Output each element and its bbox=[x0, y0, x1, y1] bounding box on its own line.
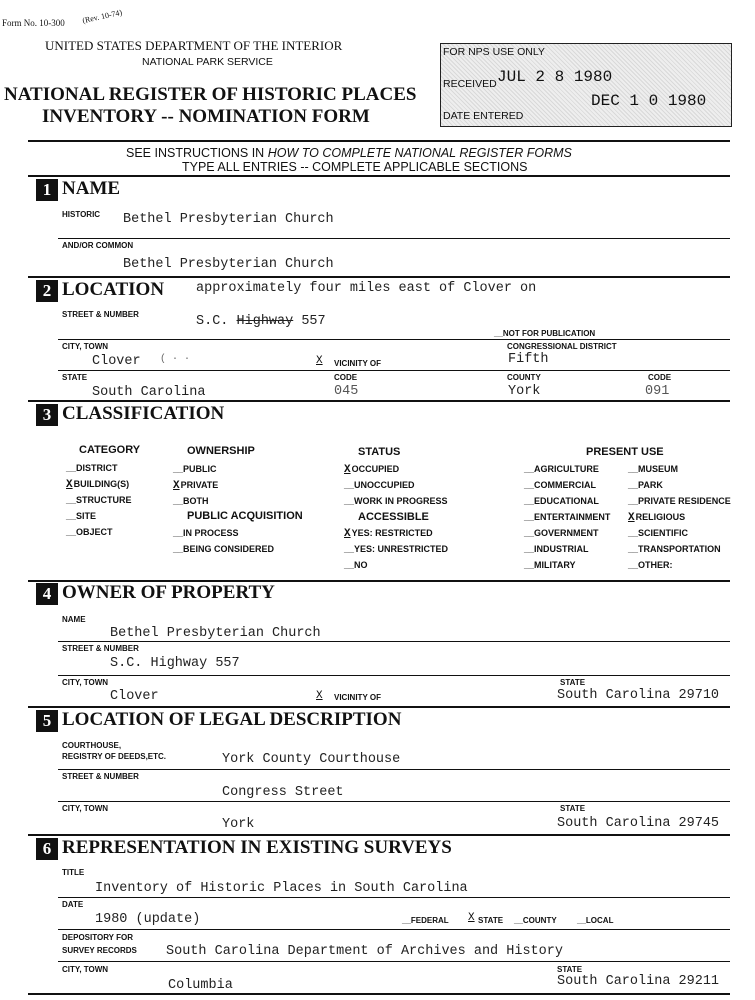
option-mark: __ bbox=[66, 463, 77, 473]
common-name: Bethel Presbyterian Church bbox=[123, 257, 334, 272]
option-label: TRANSPORTATION bbox=[638, 544, 721, 554]
not-for-publication: __NOT FOR PUBLICATION bbox=[494, 329, 596, 338]
classification-option bbox=[173, 544, 274, 554]
classification-option bbox=[66, 511, 96, 521]
field-rule bbox=[58, 961, 730, 962]
option-mark: __ bbox=[628, 480, 639, 490]
classification-option bbox=[524, 512, 610, 522]
form-revision: (Rev. 10-74) bbox=[81, 7, 123, 26]
option-label: SITE bbox=[76, 511, 97, 521]
courthouse-value: York County Courthouse bbox=[222, 752, 401, 767]
option-label: WORK IN PROGRESS bbox=[354, 496, 448, 506]
section-1-heading: 1 NAME bbox=[36, 178, 120, 201]
date-entered-stamp: DEC 1 0 1980 bbox=[591, 92, 707, 110]
legal-street-label: STREET & NUMBER bbox=[62, 772, 139, 781]
county-label: COUNTY bbox=[507, 373, 541, 382]
option-mark: __ bbox=[628, 464, 639, 474]
classification-option bbox=[628, 480, 663, 490]
vicinity-label: VICINITY OF bbox=[334, 359, 381, 368]
field-rule bbox=[58, 769, 730, 770]
classification-option bbox=[524, 464, 599, 474]
option-mark: __ bbox=[344, 560, 355, 570]
option-label: IN PROCESS bbox=[183, 528, 239, 538]
option-label: EDUCATIONAL bbox=[534, 496, 599, 506]
option-label: BUILDING(S) bbox=[73, 479, 130, 489]
classification-option bbox=[524, 496, 599, 506]
field-rule bbox=[58, 929, 730, 930]
state-value: South Carolina bbox=[92, 385, 206, 400]
historic-name: Bethel Presbyterian Church bbox=[123, 212, 334, 227]
accessible-heading: ACCESSIBLE bbox=[358, 511, 429, 523]
option-label: RELIGIOUS bbox=[635, 512, 686, 522]
historic-label: HISTORIC bbox=[62, 210, 101, 219]
federal-option: __FEDERAL bbox=[402, 916, 449, 925]
field-rule bbox=[58, 801, 730, 802]
legal-city-label: CITY, TOWN bbox=[62, 804, 109, 813]
option-mark: __ bbox=[524, 496, 535, 506]
option-mark: X bbox=[66, 479, 73, 491]
option-label: MILITARY bbox=[534, 560, 576, 570]
street-label: STREET & NUMBER bbox=[62, 310, 139, 319]
option-label: PRIVATE RESIDENCE bbox=[638, 496, 731, 506]
option-mark: __ bbox=[344, 496, 355, 506]
survey-date: 1980 (update) bbox=[95, 912, 201, 927]
option-mark: __ bbox=[524, 544, 535, 554]
survey-state-label: STATE bbox=[557, 965, 583, 974]
form-number: Form No. 10-300 bbox=[2, 18, 65, 28]
field-rule bbox=[58, 675, 730, 676]
depository-value: South Carolina Department of Archives and History bbox=[166, 944, 563, 959]
classification-option bbox=[66, 495, 132, 505]
option-mark: __ bbox=[524, 480, 535, 490]
option-label: PRIVATE bbox=[180, 480, 219, 490]
section-rule bbox=[28, 276, 730, 278]
county-option: __COUNTY bbox=[514, 916, 557, 925]
classification-option bbox=[344, 528, 433, 540]
section-3-heading: 3 CLASSIFICATION bbox=[36, 403, 224, 426]
option-mark: __ bbox=[173, 528, 184, 538]
state-option: STATE bbox=[478, 916, 504, 925]
option-mark: __ bbox=[173, 464, 184, 474]
classification-option bbox=[344, 496, 448, 506]
field-rule bbox=[58, 897, 730, 898]
option-mark: __ bbox=[628, 544, 639, 554]
owner-street: S.C. Highway 557 bbox=[110, 656, 240, 671]
code2-value: 091 bbox=[645, 384, 670, 399]
classification-option bbox=[628, 528, 688, 538]
code-label: CODE bbox=[334, 373, 358, 382]
survey-state: South Carolina 29211 bbox=[557, 974, 720, 989]
section-rule bbox=[28, 175, 730, 177]
owner-city: Clover bbox=[110, 689, 159, 704]
classification-option bbox=[524, 560, 576, 570]
option-mark: __ bbox=[344, 544, 355, 554]
option-label: MUSEUM bbox=[638, 464, 679, 474]
section-6-heading: 6 REPRESENTATION IN EXISTING SURVEYS bbox=[36, 837, 452, 860]
option-mark: __ bbox=[66, 511, 77, 521]
depository-label-1: DEPOSITORY FOR bbox=[62, 933, 133, 942]
bottom-rule bbox=[28, 993, 730, 995]
option-label: AGRICULTURE bbox=[534, 464, 599, 474]
option-mark: __ bbox=[66, 527, 77, 537]
owner-street-label: STREET & NUMBER bbox=[62, 644, 139, 653]
field-rule bbox=[58, 339, 730, 340]
city-value: Clover bbox=[92, 354, 141, 369]
section-rule bbox=[28, 834, 730, 836]
option-mark: __ bbox=[524, 512, 535, 522]
category-heading: CATEGORY bbox=[79, 444, 141, 456]
survey-city-label: CITY, TOWN bbox=[62, 965, 109, 974]
received-label: RECEIVED bbox=[443, 78, 497, 90]
city-label: CITY, TOWN bbox=[62, 342, 109, 351]
county-value: York bbox=[508, 384, 541, 399]
survey-title-label: TITLE bbox=[62, 868, 85, 877]
classification-option bbox=[344, 464, 399, 476]
option-mark: __ bbox=[628, 528, 639, 538]
option-label: NO bbox=[354, 560, 368, 570]
field-rule bbox=[58, 370, 730, 371]
form-title-line2: INVENTORY -- NOMINATION FORM bbox=[42, 106, 370, 127]
depository-label-2: SURVEY RECORDS bbox=[62, 946, 137, 955]
classification-option bbox=[66, 463, 118, 473]
classification-option bbox=[628, 560, 673, 570]
option-label: YES: RESTRICTED bbox=[351, 528, 433, 538]
common-label: AND/OR COMMON bbox=[62, 241, 134, 250]
option-label: SCIENTIFIC bbox=[638, 528, 689, 538]
local-option: __LOCAL bbox=[577, 916, 614, 925]
option-mark: X bbox=[344, 464, 351, 476]
option-label: OTHER: bbox=[638, 560, 673, 570]
classification-option bbox=[628, 496, 731, 506]
classification-option bbox=[628, 512, 685, 524]
survey-city: Columbia bbox=[168, 978, 233, 993]
option-label: UNOCCUPIED bbox=[354, 480, 415, 490]
classification-option bbox=[66, 479, 129, 491]
instructions-line1: SEE INSTRUCTIONS IN HOW TO COMPLETE NATIONAL REGISTER FORMS bbox=[126, 146, 572, 160]
owner-state-label: STATE bbox=[560, 678, 586, 687]
option-mark: __ bbox=[628, 496, 639, 506]
classification-option bbox=[173, 528, 239, 538]
classification-option bbox=[173, 464, 217, 474]
instructions-line2: TYPE ALL ENTRIES -- COMPLETE APPLICABLE SECTIONS bbox=[182, 160, 528, 174]
form-title-line1: NATIONAL REGISTER OF HISTORIC PLACES bbox=[4, 84, 417, 105]
top-rule bbox=[28, 140, 730, 142]
ownership-heading: OWNERSHIP bbox=[187, 445, 255, 457]
owner-city-label: CITY, TOWN bbox=[62, 678, 109, 687]
legal-state-label: STATE bbox=[560, 804, 586, 813]
option-label: ENTERTAINMENT bbox=[534, 512, 611, 522]
section-5-heading: 5 LOCATION OF LEGAL DESCRIPTION bbox=[36, 709, 401, 732]
received-stamp: JUL 2 8 1980 bbox=[497, 68, 613, 86]
courthouse-label-1: COURTHOUSE, bbox=[62, 741, 122, 750]
option-mark: __ bbox=[173, 544, 184, 554]
courthouse-label-2: REGISTRY OF DEEDS,ETC. bbox=[62, 752, 167, 761]
section-4-heading: 4 OWNER OF PROPERTY bbox=[36, 582, 275, 605]
option-mark: __ bbox=[524, 464, 535, 474]
classification-option bbox=[628, 544, 721, 554]
nps-use-only-box bbox=[440, 43, 732, 127]
option-label: PUBLIC bbox=[183, 464, 217, 474]
legal-city: York bbox=[222, 817, 255, 832]
classification-option bbox=[344, 560, 368, 570]
street-value: S.C. Highway 557 bbox=[196, 314, 326, 329]
option-mark: X bbox=[628, 512, 635, 524]
option-mark: X bbox=[173, 480, 180, 492]
state-option-mark: X bbox=[468, 912, 475, 924]
option-mark: X bbox=[344, 528, 351, 540]
classification-option bbox=[173, 480, 218, 492]
code-value: 045 bbox=[334, 384, 359, 399]
classification-option bbox=[524, 528, 599, 538]
option-label: DISTRICT bbox=[76, 463, 118, 473]
code2-label: CODE bbox=[648, 373, 672, 382]
owner-vicinity-label: VICINITY OF bbox=[334, 693, 381, 702]
service-name: NATIONAL PARK SERVICE bbox=[142, 56, 273, 68]
nps-box-label: FOR NPS USE ONLY bbox=[443, 46, 545, 58]
section-rule bbox=[28, 400, 730, 402]
option-mark: __ bbox=[173, 496, 184, 506]
option-mark: __ bbox=[628, 560, 639, 570]
location-note: approximately four miles east of Clover on bbox=[196, 281, 537, 296]
classification-option bbox=[344, 544, 448, 554]
option-label: BOTH bbox=[183, 496, 209, 506]
present-use-heading: PRESENT USE bbox=[586, 446, 664, 458]
department-name: UNITED STATES DEPARTMENT OF THE INTERIOR bbox=[45, 38, 343, 53]
option-label: COMMERCIAL bbox=[534, 480, 597, 490]
option-label: GOVERNMENT bbox=[534, 528, 599, 538]
option-label: BEING CONSIDERED bbox=[183, 544, 275, 554]
option-label: YES: UNRESTRICTED bbox=[354, 544, 449, 554]
section-rule bbox=[28, 706, 730, 708]
classification-option bbox=[344, 480, 415, 490]
owner-name: Bethel Presbyterian Church bbox=[110, 626, 321, 641]
date-entered-label: DATE ENTERED bbox=[443, 110, 524, 122]
option-mark: __ bbox=[344, 480, 355, 490]
owner-state: South Carolina 29710 bbox=[557, 688, 720, 703]
state-label: STATE bbox=[62, 373, 88, 382]
status-heading: STATUS bbox=[358, 446, 401, 458]
survey-date-label: DATE bbox=[62, 900, 84, 909]
option-label: OCCUPIED bbox=[351, 464, 400, 474]
district-value: Fifth bbox=[508, 352, 549, 367]
survey-title: Inventory of Historic Places in South Carolina bbox=[95, 881, 468, 896]
option-mark: __ bbox=[524, 560, 535, 570]
option-mark: __ bbox=[524, 528, 535, 538]
owner-vicinity-mark: X bbox=[316, 690, 323, 702]
option-label: PARK bbox=[638, 480, 663, 490]
legal-state: South Carolina 29745 bbox=[557, 816, 720, 831]
option-label: STRUCTURE bbox=[76, 495, 132, 505]
city-smudge: ( · · bbox=[160, 354, 191, 365]
field-rule bbox=[58, 238, 730, 239]
legal-street: Congress Street bbox=[222, 785, 344, 800]
classification-option bbox=[628, 464, 678, 474]
option-label: OBJECT bbox=[76, 527, 113, 537]
option-mark: __ bbox=[66, 495, 77, 505]
field-rule bbox=[58, 641, 730, 642]
option-label: INDUSTRIAL bbox=[534, 544, 589, 554]
classification-option bbox=[173, 496, 209, 506]
classification-option bbox=[524, 544, 589, 554]
owner-name-label: NAME bbox=[62, 615, 86, 624]
section-2-heading: 2 LOCATION bbox=[36, 279, 164, 302]
classification-option bbox=[524, 480, 596, 490]
vicinity-mark: X bbox=[316, 355, 323, 367]
acquisition-heading: PUBLIC ACQUISITION bbox=[187, 510, 303, 522]
classification-option bbox=[66, 527, 113, 537]
district-label: CONGRESSIONAL DISTRICT bbox=[507, 342, 617, 351]
